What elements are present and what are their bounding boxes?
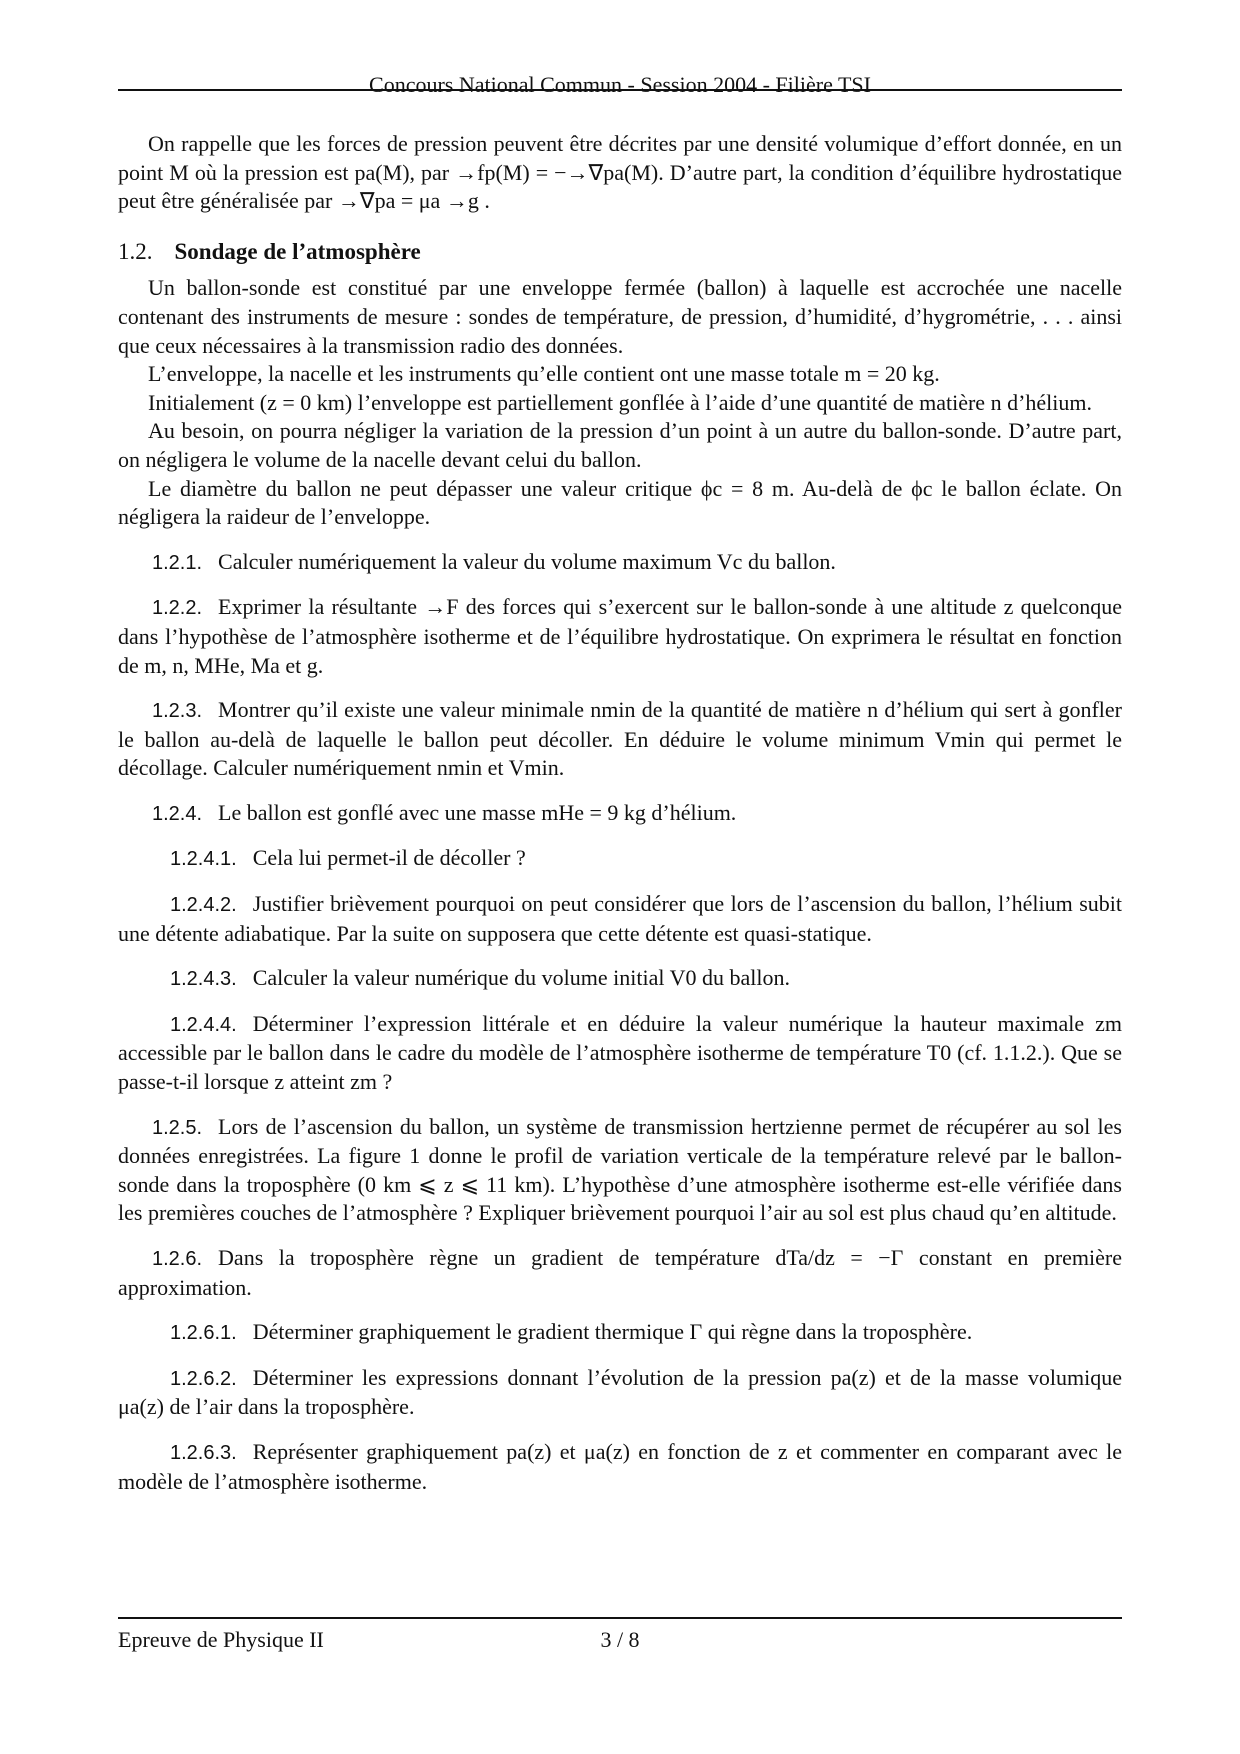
question-item bbox=[118, 593, 1122, 680]
question-number: 1.2.6.3. bbox=[170, 1441, 237, 1464]
question-text: Calculer la valeur numérique du volume initial V0 du ballon. bbox=[252, 965, 790, 991]
question-item bbox=[118, 844, 1122, 874]
question-number: 1.2.4.2. bbox=[170, 894, 237, 917]
question-item bbox=[118, 890, 1122, 948]
question-text: Déterminer graphiquement le gradient thermique Γ qui règne dans la troposphère. bbox=[252, 1319, 973, 1345]
section-paragraph: L’enveloppe, la nacelle et les instruments qu’elle contient ont une masse totale m = 20 kg. bbox=[148, 361, 940, 387]
question-text: Calculer numériquement la valeur du volume maximum Vc du ballon. bbox=[218, 548, 836, 574]
question-number: 1.2.4.4. bbox=[170, 1013, 237, 1036]
section-heading bbox=[118, 238, 1122, 267]
page-header: Concours National Commun - Session 2004 - Filière TSI bbox=[369, 72, 871, 97]
question-number: 1.2.1. bbox=[152, 551, 203, 574]
question-text: Le ballon est gonflé avec une masse mHe = 9 kg d’hélium. bbox=[218, 799, 737, 825]
question-text: Représenter graphiquement pa(z) et μa(z) en fonction de z et commenter en comparant avec le modèle de l’atmosphère isotherme. bbox=[118, 1438, 1122, 1494]
footer-exam-title: Epreuve de Physique II bbox=[118, 1627, 324, 1652]
page-number: 3 / 8 bbox=[600, 1627, 640, 1652]
question-item bbox=[118, 1318, 1122, 1348]
question-text: Justifier brièvement pourquoi on peut considérer que lors de l’ascension du ballon, l’hélium subit une détente adiabatique. Par la suite on supposera que cette détente est quasi-statique. bbox=[118, 891, 1122, 946]
section-paragraph: Initialement (z = 0 km) l’enveloppe est partiellement gonflée à l’aide d’une quantité de matière n d’hélium. bbox=[148, 389, 1092, 415]
question-item bbox=[118, 799, 1122, 829]
question-text: Déterminer l’expression littérale et en déduire la valeur numérique la hauteur maximale zm accessible par le ballon dans le cadre du modèle de l’atmosphère isotherme de température T0 (cf. 1.1.2.). Que se passe-t-il lorsque z atteint zm ? bbox=[118, 1010, 1122, 1095]
document-body bbox=[118, 130, 1122, 1496]
intro-paragraph: On rappelle que les forces de pression peuvent être décrites par une densité volumique d’effort donnée, en un point M où la pression est pa(M), par →fp(M) = −→∇pa(M). D’autre part, la condition d’équilibre hydrostatique peut être généralisée par →∇pa = μa →g . bbox=[118, 131, 1122, 214]
header-rule bbox=[118, 89, 1122, 91]
section-number: 1.2. bbox=[118, 238, 153, 264]
section-paragraph: Le diamètre du ballon ne peut dépasser une valeur critique ϕc = 8 m. Au-delà de ϕc le ballon éclate. On négligera la raideur de l’enveloppe. bbox=[118, 475, 1122, 530]
question-number: 1.2.6.2. bbox=[170, 1367, 237, 1390]
question-text: Dans la troposphère règne un gradient de température dTa/dz = −Γ constant en première approximation. bbox=[118, 1245, 1122, 1300]
question-item bbox=[118, 964, 1122, 994]
question-item bbox=[118, 1364, 1122, 1422]
question-number: 1.2.3. bbox=[152, 700, 203, 723]
question-number: 1.2.5. bbox=[152, 1116, 203, 1139]
question-number: 1.2.4.3. bbox=[170, 968, 237, 991]
question-item bbox=[118, 548, 1122, 578]
question-item bbox=[118, 1010, 1122, 1097]
question-text: Montrer qu’il existe une valeur minimale nmin de la quantité de matière n d’hélium qui sert à gonfler le ballon au-delà de laquelle le ballon peut décoller. En déduire le volume minimum Vmin qui permet le décollage. Calculer numériquement nmin et Vmin. bbox=[118, 697, 1122, 781]
question-item bbox=[118, 1113, 1122, 1228]
question-number: 1.2.6.1. bbox=[170, 1322, 237, 1345]
question-number: 1.2.4.1. bbox=[170, 848, 237, 871]
question-number: 1.2.2. bbox=[152, 597, 203, 620]
question-item bbox=[118, 1244, 1122, 1302]
footer-rule bbox=[118, 1617, 1122, 1619]
question-item bbox=[118, 696, 1122, 783]
question-number: 1.2.6. bbox=[152, 1248, 203, 1270]
question-text: Exprimer la résultante →F des forces qui s’exercent sur le ballon-sonde à une altitude z quelconque dans l’hypothèse de l’atmosphère isotherme et de l’équilibre hydrostatique. On exprimera le résultat en fonction de m, n, MHe, Ma et g. bbox=[118, 594, 1122, 678]
question-text: Cela lui permet-il de décoller ? bbox=[252, 845, 526, 871]
question-number: 1.2.4. bbox=[152, 802, 203, 825]
section-paragraph: Un ballon-sonde est constitué par une enveloppe fermée (ballon) à laquelle est accrochée une nacelle contenant des instruments de mesure : sondes de température, de pression, d’humidité, d’hygrométrie, . . . ainsi que ceux nécessaires à la transmission radio des données. bbox=[118, 275, 1122, 358]
section-paragraph: Au besoin, on pourra négliger la variation de la pression d’un point à un autre du ballon-sonde. D’autre part, on négligera le volume de la nacelle devant celui du ballon. bbox=[118, 418, 1122, 472]
section-title: Sondage de l’atmosphère bbox=[174, 238, 421, 264]
question-item bbox=[118, 1438, 1122, 1496]
question-text: Lors de l’ascension du ballon, un système de transmission hertzienne permet de récupérer au sol les données enregistrées. La figure 1 donne le profil de variation verticale de la température relevé par le ballon-sonde dans la troposphère (0 km ⩽ z ⩽ 11 km). L’hypothèse d’une atmosphère isotherme est-elle vérifiée dans les premières couches de l’atmosphère ? Expliquer brièvement pourquoi l’air au sol est plus chaud qu’en altitude. bbox=[118, 1113, 1122, 1226]
question-text: Déterminer les expressions donnant l’évolution de la pression pa(z) et de la masse volumique μa(z) de l’air dans la troposphère. bbox=[118, 1364, 1122, 1420]
